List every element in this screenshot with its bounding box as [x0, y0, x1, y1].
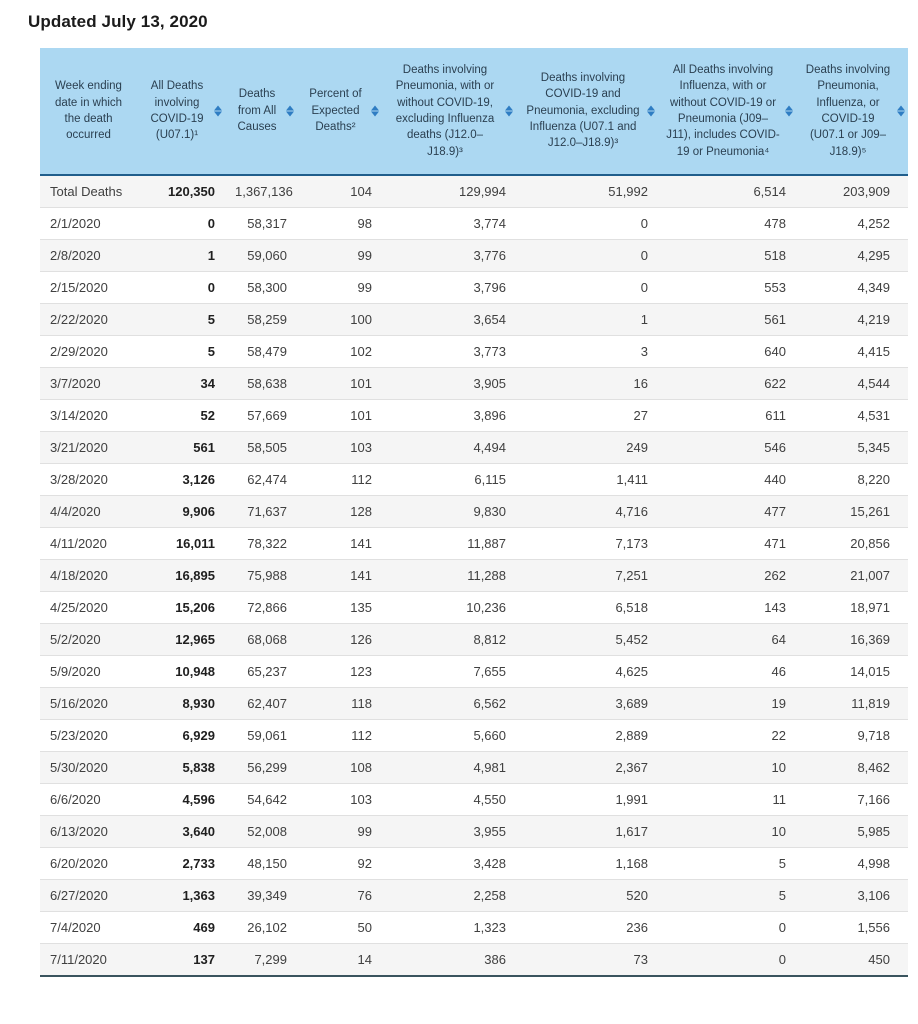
data-cell: 5	[658, 847, 796, 879]
sort-icon	[286, 105, 294, 116]
data-cell: 101	[297, 367, 382, 399]
table-row	[40, 367, 908, 399]
data-cell: 51,992	[608, 183, 648, 199]
data-cell: 3,896	[382, 399, 516, 431]
sort-icon	[505, 105, 513, 116]
table-row	[40, 655, 908, 687]
table-row	[40, 559, 908, 591]
table-row	[40, 751, 908, 783]
row-label-cell: 4/4/2020	[40, 495, 137, 527]
data-cell: 471	[658, 527, 796, 559]
column-header-percent-expected[interactable]	[297, 48, 382, 175]
data-cell: 104	[350, 183, 372, 199]
column-header-influenza-deaths[interactable]	[658, 48, 796, 175]
data-cell: 65,237	[225, 655, 297, 687]
row-label-cell: 6/27/2020	[40, 879, 137, 911]
data-cell: 75,988	[225, 559, 297, 591]
data-cell: 5	[137, 303, 225, 335]
sort-up-arrow-icon	[371, 105, 379, 110]
sort-up-arrow-icon	[214, 105, 222, 110]
data-cell: 3,689	[516, 687, 658, 719]
sort-up-arrow-icon	[286, 105, 294, 110]
column-header-label: Week ending date in which the death occurred	[54, 80, 123, 142]
sort-down-arrow-icon	[371, 111, 379, 116]
data-cell: 4,981	[382, 751, 516, 783]
data-cell: 11	[658, 783, 796, 815]
sort-down-arrow-icon	[785, 111, 793, 116]
data-cell: 6,514	[753, 183, 786, 199]
table-row	[40, 207, 908, 239]
data-cell: 62,474	[225, 463, 297, 495]
data-cell: 118	[297, 687, 382, 719]
data-cell: 78,322	[225, 527, 297, 559]
data-cell: 34	[137, 367, 225, 399]
row-label-cell: 7/4/2020	[40, 911, 137, 943]
row-label-cell: 3/21/2020	[40, 431, 137, 463]
data-cell: 2,258	[382, 879, 516, 911]
column-header-pneumonia-deaths[interactable]	[382, 48, 516, 175]
data-cell: 141	[297, 527, 382, 559]
data-cell: 640	[658, 335, 796, 367]
column-header-label: Deaths from All Causes	[237, 88, 277, 134]
sort-down-arrow-icon	[505, 111, 513, 116]
table-row	[40, 847, 908, 879]
sort-icon	[647, 105, 655, 116]
table-row	[40, 911, 908, 943]
data-cell: 14,015	[796, 655, 908, 687]
table-row	[40, 815, 908, 847]
data-cell: 10	[658, 815, 796, 847]
data-cell: 143	[658, 591, 796, 623]
data-cell: 103	[297, 783, 382, 815]
data-cell: 4,494	[382, 431, 516, 463]
data-cell: 18,971	[796, 591, 908, 623]
column-header-label: Deaths involving COVID-19 and Pneumonia, excluding Influenza (U07.1 and J12.0–J18.9)³	[526, 72, 640, 150]
data-cell: 5,452	[516, 623, 658, 655]
data-cell: 58,317	[225, 207, 297, 239]
data-cell: 15,206	[137, 591, 225, 623]
data-cell: 100	[297, 303, 382, 335]
data-cell: 9,906	[137, 495, 225, 527]
data-cell: 21,007	[796, 559, 908, 591]
data-cell: 3,654	[382, 303, 516, 335]
data-cell: 0	[658, 911, 796, 943]
sort-up-arrow-icon	[785, 105, 793, 110]
data-cell: 203,909	[843, 183, 890, 199]
data-cell: 6,562	[382, 687, 516, 719]
data-cell: 8,220	[796, 463, 908, 495]
sort-down-arrow-icon	[286, 111, 294, 116]
row-label-cell: 3/7/2020	[40, 367, 137, 399]
data-cell: 22	[658, 719, 796, 751]
data-cell: 58,300	[225, 271, 297, 303]
data-cell: 3,428	[382, 847, 516, 879]
row-label-cell: 5/9/2020	[40, 655, 137, 687]
header-row	[40, 48, 908, 175]
table-row	[40, 239, 908, 271]
data-cell: 236	[516, 911, 658, 943]
data-cell: 14	[297, 943, 382, 976]
data-cell: 50	[297, 911, 382, 943]
data-cell: 54,642	[225, 783, 297, 815]
data-cell: 123	[297, 655, 382, 687]
row-label-cell: 6/20/2020	[40, 847, 137, 879]
data-cell: 7,173	[516, 527, 658, 559]
data-cell: 4,415	[796, 335, 908, 367]
data-cell: 126	[297, 623, 382, 655]
row-label-cell: 4/25/2020	[40, 591, 137, 623]
sort-icon	[214, 105, 222, 116]
data-cell: 99	[297, 239, 382, 271]
data-cell: 3,773	[382, 335, 516, 367]
data-cell: 71,637	[225, 495, 297, 527]
table-row	[40, 943, 908, 976]
data-cell: 3,796	[382, 271, 516, 303]
data-cell: 3,106	[796, 879, 908, 911]
sort-down-arrow-icon	[647, 111, 655, 116]
sort-icon	[785, 105, 793, 116]
row-label-cell: 5/16/2020	[40, 687, 137, 719]
data-cell: 59,060	[225, 239, 297, 271]
data-cell: 5	[658, 879, 796, 911]
data-cell: 20,856	[796, 527, 908, 559]
table-row	[40, 719, 908, 751]
data-cell: 450	[796, 943, 908, 976]
data-cell: 553	[658, 271, 796, 303]
row-label-cell: 4/18/2020	[40, 559, 137, 591]
data-cell: 120,350	[168, 183, 215, 199]
data-cell: 5	[137, 335, 225, 367]
data-cell: 1,617	[516, 815, 658, 847]
data-cell: 561	[658, 303, 796, 335]
sort-up-arrow-icon	[505, 105, 513, 110]
data-cell: 5,660	[382, 719, 516, 751]
column-header-label: Deaths involving Pneumonia, Influenza, or COVID-19 (U07.1 or J09–J18.9)⁵	[805, 64, 891, 158]
data-cell: 4,998	[796, 847, 908, 879]
data-cell: 3,774	[382, 207, 516, 239]
data-cell: 0	[137, 271, 225, 303]
sort-icon	[371, 105, 379, 116]
data-cell: 99	[297, 815, 382, 847]
data-cell: 8,812	[382, 623, 516, 655]
data-cell: 1,991	[516, 783, 658, 815]
row-label-cell: 2/29/2020	[40, 335, 137, 367]
column-header-pic-deaths[interactable]	[796, 48, 908, 175]
table-container	[40, 48, 908, 977]
data-cell: 73	[516, 943, 658, 976]
data-cell: 16,369	[796, 623, 908, 655]
data-cell: 1,363	[137, 879, 225, 911]
data-cell: 135	[297, 591, 382, 623]
data-cell: 6,115	[382, 463, 516, 495]
data-cell: 3,126	[137, 463, 225, 495]
data-cell: 129,994	[459, 183, 506, 199]
column-header-week-ending-date	[40, 48, 137, 175]
data-cell: 4,252	[796, 207, 908, 239]
row-label-cell: 4/11/2020	[40, 527, 137, 559]
data-cell: 64	[658, 623, 796, 655]
data-cell: 112	[297, 463, 382, 495]
data-cell: 68,068	[225, 623, 297, 655]
sort-up-arrow-icon	[897, 105, 905, 110]
data-cell: 108	[297, 751, 382, 783]
data-cell: 611	[658, 399, 796, 431]
data-cell: 27	[516, 399, 658, 431]
row-label-cell: 7/11/2020	[40, 943, 137, 976]
data-cell: 11,288	[382, 559, 516, 591]
column-header-covid19-deaths[interactable]	[137, 48, 225, 175]
data-cell: 5,985	[796, 815, 908, 847]
table-row	[40, 271, 908, 303]
table-row	[40, 591, 908, 623]
data-cell: 0	[516, 207, 658, 239]
table-body	[40, 175, 908, 976]
data-cell: 59,061	[225, 719, 297, 751]
data-cell: 1	[137, 239, 225, 271]
data-cell: 3,905	[382, 367, 516, 399]
data-cell: 518	[658, 239, 796, 271]
data-cell: 1,411	[516, 463, 658, 495]
data-cell: 478	[658, 207, 796, 239]
sort-up-arrow-icon	[647, 105, 655, 110]
data-cell: 7,655	[382, 655, 516, 687]
data-cell: 99	[297, 271, 382, 303]
data-cell: 128	[297, 495, 382, 527]
row-label-cell: 5/30/2020	[40, 751, 137, 783]
table-row	[40, 335, 908, 367]
row-label-cell: 3/28/2020	[40, 463, 137, 495]
data-cell: 98	[297, 207, 382, 239]
data-cell: 72,866	[225, 591, 297, 623]
data-cell: 10,236	[382, 591, 516, 623]
data-cell: 5,345	[796, 431, 908, 463]
data-cell: 103	[297, 431, 382, 463]
data-cell: 386	[382, 943, 516, 976]
data-cell: 4,349	[796, 271, 908, 303]
data-cell: 48,150	[225, 847, 297, 879]
data-cell: 5,838	[137, 751, 225, 783]
table-row	[40, 431, 908, 463]
data-cell: 102	[297, 335, 382, 367]
data-cell: 62,407	[225, 687, 297, 719]
deaths-table	[40, 48, 908, 977]
table-row	[40, 303, 908, 335]
data-cell: 546	[658, 431, 796, 463]
data-cell: 2,367	[516, 751, 658, 783]
data-cell: 3,640	[137, 815, 225, 847]
data-cell: 6,518	[516, 591, 658, 623]
data-cell: 4,531	[796, 399, 908, 431]
data-cell: 7,299	[225, 943, 297, 976]
column-header-covid-and-pneumonia[interactable]	[516, 48, 658, 175]
sort-icon	[897, 105, 905, 116]
table-row	[40, 623, 908, 655]
data-cell: 469	[137, 911, 225, 943]
data-cell: 58,505	[225, 431, 297, 463]
data-cell: 477	[658, 495, 796, 527]
column-header-label: Deaths involving Pneumonia, with or without COVID-19, excluding Influenza deaths (J12.0–J18.9)³	[395, 64, 495, 158]
data-cell: 26,102	[225, 911, 297, 943]
column-header-label: All Deaths involving Influenza, with or without COVID-19 or Pneumonia (J09–J11), includes COVID-19 or Pneumonia⁴	[666, 64, 780, 158]
data-cell: 8,930	[137, 687, 225, 719]
row-label-cell: 6/6/2020	[40, 783, 137, 815]
table-row	[40, 399, 908, 431]
data-cell: 0	[516, 271, 658, 303]
table-row	[40, 175, 908, 208]
data-cell: 4,625	[516, 655, 658, 687]
data-cell: 52	[137, 399, 225, 431]
data-cell: 92	[297, 847, 382, 879]
data-cell: 15,261	[796, 495, 908, 527]
data-cell: 7,251	[516, 559, 658, 591]
data-cell: 76	[297, 879, 382, 911]
data-cell: 11,887	[382, 527, 516, 559]
data-cell: 1,323	[382, 911, 516, 943]
data-cell: 3,955	[382, 815, 516, 847]
data-cell: 12,965	[137, 623, 225, 655]
table-row	[40, 879, 908, 911]
table-row	[40, 527, 908, 559]
row-label-cell: 2/8/2020	[40, 239, 137, 271]
data-cell: 622	[658, 367, 796, 399]
table-header	[40, 48, 908, 175]
data-cell: 58,479	[225, 335, 297, 367]
data-cell: 2,733	[137, 847, 225, 879]
data-cell: 56,299	[225, 751, 297, 783]
row-label-cell: 2/1/2020	[40, 207, 137, 239]
data-cell: 46	[658, 655, 796, 687]
data-cell: 16	[516, 367, 658, 399]
data-cell: 141	[297, 559, 382, 591]
column-header-all-causes[interactable]	[225, 48, 297, 175]
table-row	[40, 687, 908, 719]
data-cell: 101	[297, 399, 382, 431]
data-cell: 19	[658, 687, 796, 719]
table-row	[40, 783, 908, 815]
data-cell: 440	[658, 463, 796, 495]
row-label-cell: 2/15/2020	[40, 271, 137, 303]
data-cell: 6,929	[137, 719, 225, 751]
row-label-cell: 3/14/2020	[40, 399, 137, 431]
data-cell: 10,948	[137, 655, 225, 687]
data-cell: 112	[297, 719, 382, 751]
data-cell: 0	[137, 207, 225, 239]
data-cell: 58,638	[225, 367, 297, 399]
data-cell: 4,219	[796, 303, 908, 335]
data-cell: 16,895	[137, 559, 225, 591]
data-cell: 8,462	[796, 751, 908, 783]
data-cell: 7,166	[796, 783, 908, 815]
data-cell: 137	[137, 943, 225, 976]
row-label-cell: 5/23/2020	[40, 719, 137, 751]
data-cell: 0	[516, 239, 658, 271]
row-label-cell: Total Deaths	[50, 183, 123, 199]
data-cell: 4,716	[516, 495, 658, 527]
data-cell: 0	[658, 943, 796, 976]
row-label-cell: 6/13/2020	[40, 815, 137, 847]
data-cell: 2,889	[516, 719, 658, 751]
data-cell: 4,596	[137, 783, 225, 815]
data-cell: 9,718	[796, 719, 908, 751]
page-title: Updated July 13, 2020	[28, 12, 208, 31]
column-header-label: Percent of Expected Deaths²	[309, 88, 362, 134]
data-cell: 57,669	[225, 399, 297, 431]
data-cell: 4,544	[796, 367, 908, 399]
data-cell: 52,008	[225, 815, 297, 847]
data-cell: 4,295	[796, 239, 908, 271]
sort-down-arrow-icon	[214, 111, 222, 116]
data-cell: 10	[658, 751, 796, 783]
row-label-cell: 5/2/2020	[40, 623, 137, 655]
data-cell: 4,550	[382, 783, 516, 815]
data-cell: 11,819	[796, 687, 908, 719]
data-cell: 3	[516, 335, 658, 367]
data-cell: 520	[516, 879, 658, 911]
data-cell: 1	[516, 303, 658, 335]
column-header-label: All Deaths involving COVID-19 (U07.1)¹	[150, 80, 204, 142]
sort-down-arrow-icon	[897, 111, 905, 116]
data-cell: 16,011	[137, 527, 225, 559]
data-cell: 1,367,136	[235, 183, 293, 199]
data-cell: 262	[658, 559, 796, 591]
table-row	[40, 495, 908, 527]
data-cell: 1,556	[796, 911, 908, 943]
data-cell: 39,349	[225, 879, 297, 911]
data-cell: 249	[516, 431, 658, 463]
row-label-cell: 2/22/2020	[40, 303, 137, 335]
table-row	[40, 463, 908, 495]
data-cell: 9,830	[382, 495, 516, 527]
data-cell: 1,168	[516, 847, 658, 879]
data-cell: 58,259	[225, 303, 297, 335]
data-cell: 3,776	[382, 239, 516, 271]
data-cell: 561	[137, 431, 225, 463]
